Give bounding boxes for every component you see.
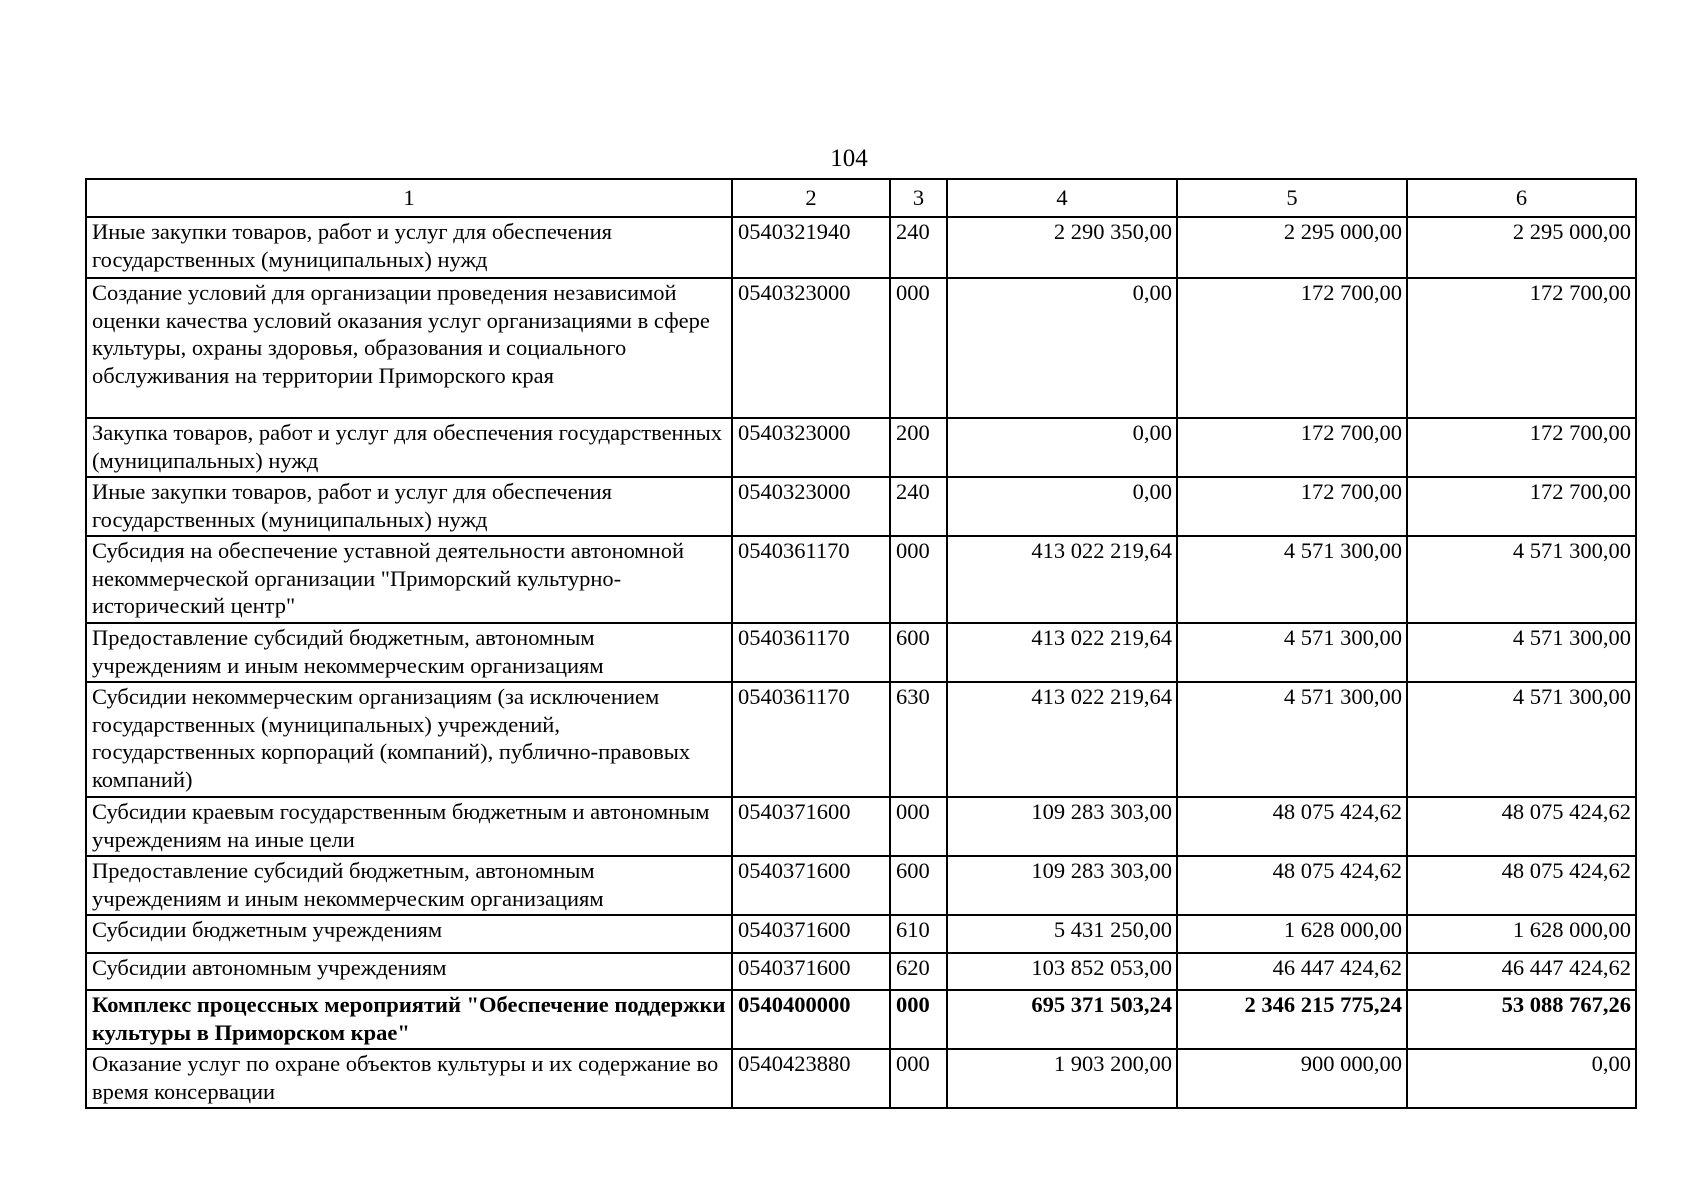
row-type: 240 <box>890 217 947 278</box>
row-type: 000 <box>890 797 947 856</box>
row-value-col5: 48 075 424,62 <box>1177 797 1407 856</box>
row-value-col4: 413 022 219,64 <box>947 682 1177 797</box>
row-code: 0540371600 <box>732 915 890 953</box>
row-value-col4: 109 283 303,00 <box>947 797 1177 856</box>
row-value-col5: 172 700,00 <box>1177 418 1407 477</box>
row-code: 0540323000 <box>732 477 890 536</box>
row-type: 200 <box>890 418 947 477</box>
table-row <box>86 915 1636 953</box>
row-type: 610 <box>890 915 947 953</box>
row-value-col5: 48 075 424,62 <box>1177 856 1407 915</box>
row-code: 0540400000 <box>732 990 890 1049</box>
row-name: Субсидии автономным учреждениям <box>86 953 732 990</box>
row-value-col6: 4 571 300,00 <box>1407 682 1636 797</box>
row-value-col4: 103 852 053,00 <box>947 953 1177 990</box>
row-value-col5: 4 571 300,00 <box>1177 536 1407 623</box>
row-type: 000 <box>890 536 947 623</box>
row-code: 0540371600 <box>732 856 890 915</box>
row-code: 0540323000 <box>732 418 890 477</box>
row-type: 240 <box>890 477 947 536</box>
row-name: Предоставление субсидий бюджетным, автономным учреждениям и иным некоммерческим организациям <box>86 623 732 682</box>
row-value-col5: 900 000,00 <box>1177 1049 1407 1108</box>
row-name: Субсидии краевым государственным бюджетным и автономным учреждениям на иные цели <box>86 797 732 856</box>
row-code: 0540361170 <box>732 623 890 682</box>
row-value-col6: 172 700,00 <box>1407 418 1636 477</box>
row-name: Субсидия на обеспечение уставной деятельности автономной некоммерческой организации "Приморский культурно-исторический центр" <box>86 536 732 623</box>
row-code: 0540371600 <box>732 797 890 856</box>
table-row <box>86 278 1636 418</box>
row-name: Субсидии бюджетным учреждениям <box>86 915 732 953</box>
budget-table <box>85 178 1637 1109</box>
row-name: Оказание услуг по охране объектов культуры и их содержание во время консервации <box>86 1049 732 1108</box>
header-col-5: 5 <box>1177 179 1407 217</box>
row-value-col4: 413 022 219,64 <box>947 623 1177 682</box>
row-value-col4: 0,00 <box>947 477 1177 536</box>
row-value-col4: 2 290 350,00 <box>947 217 1177 278</box>
row-value-col5: 46 447 424,62 <box>1177 953 1407 990</box>
row-type: 600 <box>890 856 947 915</box>
row-value-col4: 0,00 <box>947 418 1177 477</box>
table-row <box>86 953 1636 990</box>
page-number: 104 <box>830 145 868 172</box>
row-value-col6: 2 295 000,00 <box>1407 217 1636 278</box>
row-value-col6: 4 571 300,00 <box>1407 623 1636 682</box>
row-value-col6: 48 075 424,62 <box>1407 797 1636 856</box>
row-name: Иные закупки товаров, работ и услуг для обеспечения государственных (муниципальных) нужд <box>86 217 732 278</box>
row-value-col5: 172 700,00 <box>1177 278 1407 418</box>
row-value-col5: 4 571 300,00 <box>1177 623 1407 682</box>
table-header <box>86 179 1636 217</box>
table-row <box>86 623 1636 682</box>
row-value-col5: 172 700,00 <box>1177 477 1407 536</box>
row-type: 620 <box>890 953 947 990</box>
table-row <box>86 477 1636 536</box>
table-row <box>86 856 1636 915</box>
row-type: 630 <box>890 682 947 797</box>
row-value-col5: 2 295 000,00 <box>1177 217 1407 278</box>
row-type: 000 <box>890 990 947 1049</box>
row-name: Закупка товаров, работ и услуг для обеспечения государственных (муниципальных) нужд <box>86 418 732 477</box>
row-code: 0540361170 <box>732 682 890 797</box>
header-row <box>86 179 1636 217</box>
row-type: 600 <box>890 623 947 682</box>
header-col-4: 4 <box>947 179 1177 217</box>
table-row <box>86 418 1636 477</box>
row-value-col4: 413 022 219,64 <box>947 536 1177 623</box>
table-row <box>86 217 1636 278</box>
row-code: 0540321940 <box>732 217 890 278</box>
table-row <box>86 682 1636 797</box>
table-row-subtotal <box>86 990 1636 1049</box>
header-col-2: 2 <box>732 179 890 217</box>
row-value-col4: 695 371 503,24 <box>947 990 1177 1049</box>
row-name: Создание условий для организации проведения независимой оценки качества условий оказания услуг организациями в сфере культуры, охраны здоровья, образования и социального обслуживания на территории Приморского края <box>86 278 732 418</box>
row-value-col4: 1 903 200,00 <box>947 1049 1177 1108</box>
row-value-col4: 5 431 250,00 <box>947 915 1177 953</box>
row-value-col5: 4 571 300,00 <box>1177 682 1407 797</box>
row-code: 0540323000 <box>732 278 890 418</box>
row-code: 0540423880 <box>732 1049 890 1108</box>
row-value-col6: 4 571 300,00 <box>1407 536 1636 623</box>
table-row <box>86 536 1636 623</box>
table-row <box>86 797 1636 856</box>
row-value-col4: 0,00 <box>947 278 1177 418</box>
row-value-col6: 172 700,00 <box>1407 278 1636 418</box>
row-value-col6: 53 088 767,26 <box>1407 990 1636 1049</box>
table-row <box>86 1049 1636 1108</box>
row-name: Предоставление субсидий бюджетным, автономным учреждениям и иным некоммерческим организациям <box>86 856 732 915</box>
row-value-col6: 172 700,00 <box>1407 477 1636 536</box>
row-code: 0540371600 <box>732 953 890 990</box>
row-name: Комплекс процессных мероприятий "Обеспечение поддержки культуры в Приморском крае" <box>86 990 732 1049</box>
row-name: Субсидии некоммерческим организациям (за исключением государственных (муниципальных) учреждений, государственных корпораций (компаний), публично-правовых компаний) <box>86 682 732 797</box>
row-type: 000 <box>890 278 947 418</box>
table-body <box>86 217 1636 1108</box>
row-name: Иные закупки товаров, работ и услуг для обеспечения государственных (муниципальных) нужд <box>86 477 732 536</box>
row-value-col5: 2 346 215 775,24 <box>1177 990 1407 1049</box>
row-code: 0540361170 <box>732 536 890 623</box>
row-value-col6: 1 628 000,00 <box>1407 915 1636 953</box>
row-value-col5: 1 628 000,00 <box>1177 915 1407 953</box>
row-value-col6: 0,00 <box>1407 1049 1636 1108</box>
header-col-3: 3 <box>890 179 947 217</box>
row-value-col6: 48 075 424,62 <box>1407 856 1636 915</box>
header-col-1: 1 <box>86 179 732 217</box>
row-type: 000 <box>890 1049 947 1108</box>
header-col-6: 6 <box>1407 179 1636 217</box>
row-value-col6: 46 447 424,62 <box>1407 953 1636 990</box>
row-value-col4: 109 283 303,00 <box>947 856 1177 915</box>
